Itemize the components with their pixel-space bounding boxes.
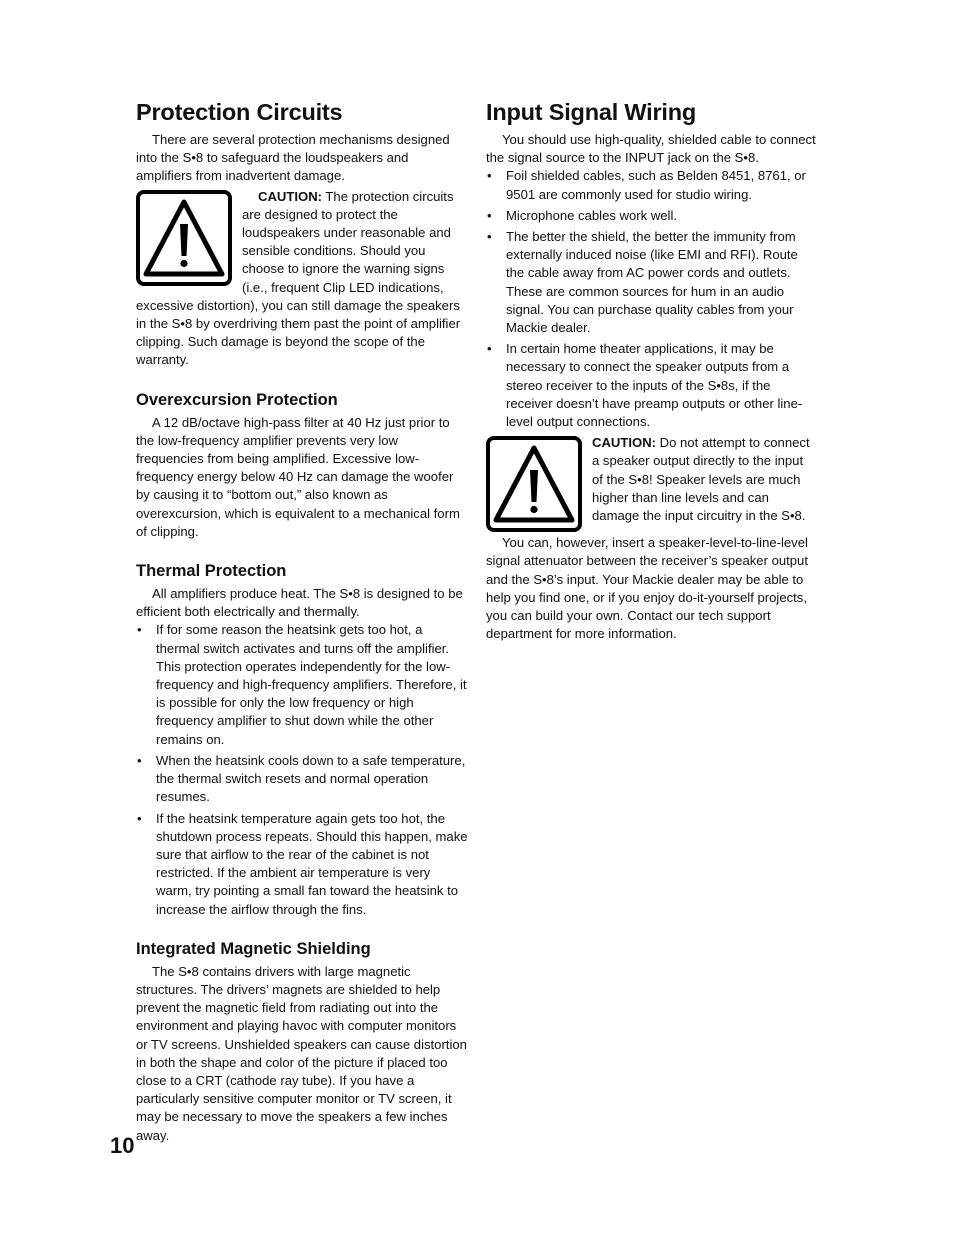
caution-block-left — [136, 188, 468, 370]
thermal-heading: Thermal Protection — [136, 562, 287, 581]
thermal-intro: All amplifiers produce heat. The S•8 is designed to be efficient both electrically and thermally. — [136, 586, 463, 620]
bullet-icon: • — [487, 341, 492, 357]
caution-label: CAUTION: — [258, 188, 323, 204]
magnetic-shielding-heading: Integrated Magnetic Shielding — [136, 939, 371, 958]
page-number: 10 — [110, 1133, 135, 1158]
list-item: • When the heatsink cools down to a safe temperature, the thermal switch resets and normal operation resumes. — [137, 752, 466, 805]
left-column — [136, 97, 468, 1145]
list-item: • If for some reason the heatsink gets too hot, a thermal switch activates and turns off the amplifier. This protection operates independently for the low-frequency and high-frequency amplifiers. Therefore, it is possible for only the low frequency or high frequency amplifier to shut down while the other remains on. — [137, 622, 467, 747]
warning-icon — [486, 436, 582, 532]
thermal-bullet-list — [136, 621, 468, 918]
caution-block-right — [486, 434, 816, 534]
magnetic-shielding-text: The S•8 contains drivers with large magnetic structures. The drivers’ magnets are shielded to help prevent the magnetic field from radiating out into the environment and playing havoc with computer monitors or TV screens. Unshielded speakers can cause distortion in both the shape and color of the picture if placed too close to a CRT (cathode ray tube). If you have a particularly sensitive computer monitor or TV screen, it may be necessary to move the speakers a few inches away. — [136, 963, 467, 1143]
caution-label: CAUTION: — [592, 435, 657, 451]
list-item: • In certain home theater applications, it may be necessary to connect the speaker outputs from a stereo receiver to the inputs of the S•8s, if the receiver doesn’t have preamp outputs or other line-level output connections. — [487, 341, 803, 430]
bullet-icon: • — [137, 752, 142, 768]
input-signal-wiring-heading: Input Signal Wiring — [486, 99, 697, 125]
caution-text: Do not attempt to connect a speaker output directly to the input of the S•8! Speaker levels are much higher than line levels and can damage the input circuitry in the S•8. — [592, 435, 810, 524]
bullet-icon: • — [487, 229, 492, 245]
overexcursion-text: A 12 dB/octave high-pass filter at 40 Hz just prior to the low-frequency amplifier prevents very low frequencies from being amplified. Excessive low-frequency energy below 40 Hz can damage the woofer by causing it to “bottom out,” also known as overexcursion, which is equivalent to a mechanical form of clipping. — [136, 414, 460, 539]
protection-intro: There are several protection mechanisms designed into the S•8 to safeguard the loudspeakers and amplifiers from inadvertent damage. — [136, 132, 450, 184]
bullet-icon: • — [137, 810, 142, 826]
list-item: • If the heatsink temperature again gets too hot, the shutdown process repeats. Should this happen, make sure that airflow to the rear of the cabinet is not restricted. If the ambient air temperature is very warm, try pointing a small fan toward the heatsink to increase the airflow through the fins. — [137, 810, 468, 917]
closing-text: You can, however, insert a speaker-level-to-line-level signal attenuator between the receiver’s speaker output and the S•8’s input. Your Mackie dealer may be able to help you find one, or if you enjoy do-it-yourself projects, you can build your own. Contact our tech support department for more information. — [486, 535, 808, 642]
right-column — [486, 97, 816, 643]
list-item: • Microphone cables work well. — [486, 207, 816, 225]
warning-icon — [136, 190, 232, 286]
input-intro: You should use high-quality, shielded cable to connect the signal source to the INPUT jack on the S•8. — [486, 132, 816, 166]
list-item: • Foil shielded cables, such as Belden 8451, 8761, or 9501 are commonly used for studio wiring. — [487, 168, 806, 202]
bullet-icon: • — [487, 207, 492, 223]
input-bullet-list — [486, 167, 816, 431]
bullet-icon: • — [137, 622, 142, 638]
bullet-icon: • — [487, 168, 492, 184]
overexcursion-heading: Overexcursion Protection — [136, 390, 338, 409]
list-item: • The better the shield, the better the immunity from externally induced noise (like EMI and RFI). Route the cable away from AC power cords and outlets. These are common sources for hum in an audio signal. You can purchase quality cables from your Mackie dealer. — [487, 229, 798, 336]
caution-text: The protection circuits are designed to protect the loudspeakers under reasonable and sensible conditions. Should you choose to ignore the warning signs (i.e., frequent Clip LED indications, excessive distortion), you can still damage the speakers in the S•8 by overdriving them past the point of amplifier clipping. Such damage is beyond the scope of the warranty. — [136, 188, 461, 368]
protection-circuits-heading: Protection Circuits — [136, 99, 343, 125]
